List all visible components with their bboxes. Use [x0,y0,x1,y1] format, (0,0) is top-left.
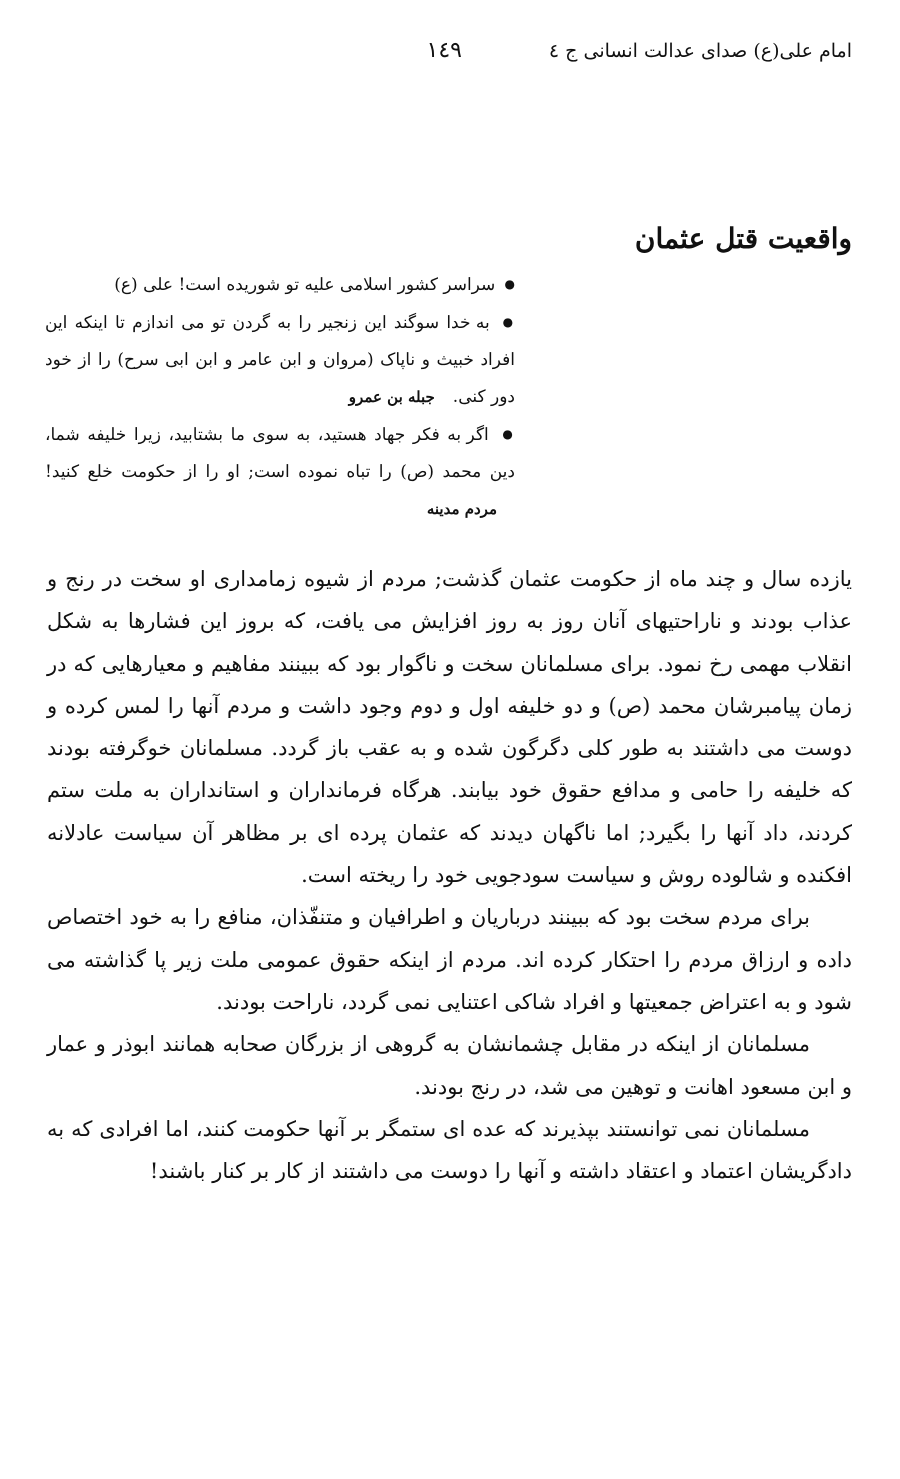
quote-source: جبله بن عمرو [348,388,435,406]
epigraph-quote [45,416,515,528]
epigraph-quotes [45,266,515,528]
body-paragraph: برای مردم سخت بود که ببینند درباریان و اطرافیان و متنفّذان، منافع را به خود اختصاص داده و ارزاق مردم را احتکار کرده اند. مردم از اینکه حقوق عمومی ملت زیر پا گذاشته می شود و به اعتراض جمعیتها و افراد شاکی اعتنایی نمی گردد، ناراحت بودند. [47,905,852,1014]
body-paragraph: مسلمانان از اینکه در مقابل چشمانشان به گروهی از بزرگان صحابه همانند ابوذر و عمار و ابن مسعود اهانت و توهین می شد، در رنج بودند. [47,1032,852,1099]
epigraph-quote [45,266,515,304]
page-number: ١٤٩ [426,38,462,63]
epigraph-quote [45,304,515,416]
quote-text: سراسر کشور اسلامی علیه تو شوریده است! علی (ع) [114,275,496,295]
quote-text: اگر به فکر جهاد هستید، به سوی ما بشتابید، زیرا خلیفه شما، دین محمد (ص) را تباه نموده است; او را از حکومت خلع کنید! [45,425,515,482]
section-heading: واقعیت قتل عثمان [634,222,852,255]
body-text [47,558,852,1192]
book-title: امام علی(ع) صدای عدالت انسانی ج ٤ [548,40,852,62]
quote-source: مردم مدینه [426,500,497,518]
body-paragraph: مسلمانان نمی توانستند بپذیرند که عده ای ستمگر بر آنها حکومت کنند، اما افرادی که به دادگریشان اعتماد و اعتقاد داشته و آنها را دوست می داشتند از کار بر کنار باشند! [47,1116,852,1184]
running-header [48,38,852,74]
body-paragraph: یازده سال و چند ماه از حکومت عثمان گذشت; مردم از شیوه زمامداری او سخت در رنج و عذاب بودند و ناراحتیهای آنان روز به روز افزایش می یافت، که بروز این فشارها به شکل انقلاب مهمی رخ نمود. برای مسلمانان سخت و ناگوار بود که ببینند مفاهیم و معیارهایی که در زمان پیامبرشان محمد (ص) و دو خلیفه اول و دوم وجود داشت و مردم آنها را لمس کرده و دوست می داشتند به طور کلی دگرگون شده و به عقب باز گردد. مسلمانان خوگرفته بودند که خلیفه را حامی و مدافع حقوق خود بیابند. هرگاه فرمانداران و استانداران به ملت ستم کردند، داد آنها را بگیرد; اما ناگهان دیدند که عثمان پرده ای بر مظاهر آن سیاست عادلانه افکنده و شالوده روش و سیاست سودجویی خود را ریخته است. [47,567,852,888]
quote-text: به خدا سوگند این زنجیر را به گردن تو می اندازم تا اینکه این افراد خبیث و ناپاک (مروان و ابن عامر و ابن ابی سرح) را از خود دور کنی. [45,313,515,407]
